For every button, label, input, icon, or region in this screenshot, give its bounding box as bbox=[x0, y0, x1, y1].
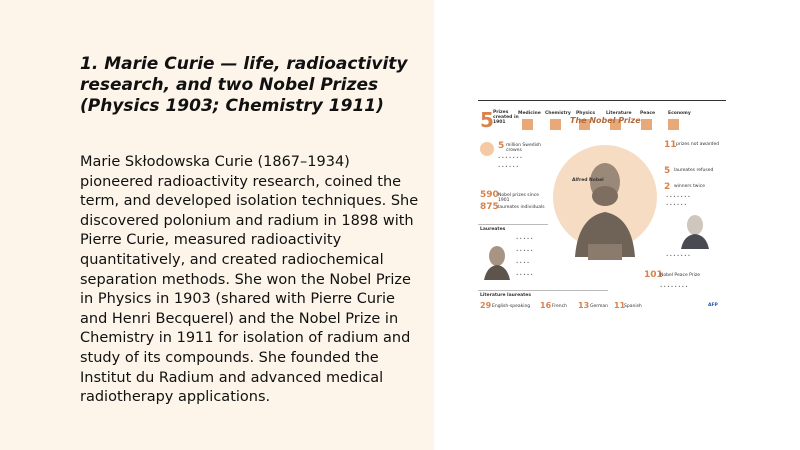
peace-icon bbox=[641, 119, 652, 130]
right-stat-number-2: 5 bbox=[664, 166, 671, 176]
chemistry-icon bbox=[550, 119, 561, 130]
bottom-stat-label-2: French bbox=[552, 304, 567, 309]
category-chemistry: Chemistry bbox=[545, 111, 571, 116]
slide-body: Marie Skłodowska Curie (1867–1934) pioneered radioactivity research, coined the term, and developed isolation techniques. She discovered polonium and radium in 1898 with Pierre Curie, measured radioactivity quantitatively, and created radiochemical separation methods. She won the Nobel Prize in Physics in 1903 (shared with Pierre Curie and Henri Becquerel) and the Nobel Prize in Chemistry in 1911 for isolation of radium and study of its compounds. She founded the Institut du Radium and advanced medical radiotherapy applications. bbox=[80, 154, 419, 406]
header-number: 5 bbox=[480, 108, 494, 132]
right-stat-label-2: laureates refused bbox=[674, 168, 714, 173]
left-stat-label-2: Nobel prizes since 1901 bbox=[498, 193, 539, 203]
laureate-portrait-right bbox=[678, 213, 712, 249]
bottom-stat-label-1: English-speaking bbox=[492, 304, 531, 309]
medicine-icon bbox=[522, 119, 533, 130]
economy-icon bbox=[668, 119, 679, 130]
category-literature: Literature bbox=[606, 111, 632, 116]
header-label: Prizes created in 1901 bbox=[493, 110, 519, 125]
right-stat-number-3: 2 bbox=[664, 182, 671, 192]
right-stat-number-4: 101 bbox=[644, 270, 663, 280]
left-stat-label-3: laureates individuals bbox=[498, 205, 545, 210]
bottom-stat-number-1: 29 bbox=[480, 301, 492, 310]
slide-title: 1. Marie Curie — life, radioactivity research, and two Nobel Prizes (Physics 1903; Chemistry 1911) bbox=[80, 54, 408, 116]
right-stat-number-1: 11 bbox=[664, 140, 677, 150]
bottom-stat-label-4: Spanish bbox=[624, 304, 642, 309]
laureate-portrait-left bbox=[482, 244, 512, 280]
bottom-stat-number-3: 13 bbox=[578, 301, 590, 310]
bottom-stat-label-3: German bbox=[590, 304, 609, 309]
nobel-infographic: 5 Prizes created in 1901 Medicine Chemistry Physics Literature Peace Economy The Nobel Prize Alfred Nobel 5 million Swedish crowns • • • • • • • • • • • • • 590 Nobel prizes since 1901 875 laureates individuals Laureates • • • • • • • • • • • • • • • • • • • 11 prizes not awarded 5 laureates refused 2 winners twice • • • • • • • • • • • • • • • • • • • • 101 Nobel Peace Prize • • • • • • • • Literature laureates 29 English-speaking 16 French 13 German 11 Spanish AFP bbox=[478, 98, 726, 316]
afp-logo: AFP bbox=[708, 303, 718, 308]
right-stat-label-3: winners twice bbox=[674, 184, 705, 189]
left-stat-icon bbox=[480, 142, 494, 156]
right-stat-label-1: prizes not awarded bbox=[676, 142, 720, 147]
alfred-nobel-portrait bbox=[550, 132, 660, 262]
portrait-label: Alfred Nobel bbox=[572, 178, 604, 183]
bottom-stat-number-4: 11 bbox=[614, 301, 626, 310]
arc-title: The Nobel Prize bbox=[570, 116, 641, 125]
category-medicine: Medicine bbox=[518, 111, 541, 116]
category-economy: Economy bbox=[668, 111, 691, 116]
bottom-stat-number-2: 16 bbox=[540, 301, 552, 310]
left-stat-number-3: 875 bbox=[480, 202, 499, 212]
category-peace: Peace bbox=[640, 111, 656, 116]
left-stat-number-2: 590 bbox=[480, 190, 499, 200]
left-stat-label-1: million Swedish crowns bbox=[506, 143, 542, 153]
laureates-heading: Laureates bbox=[480, 227, 506, 232]
left-stat-number-1: 5 bbox=[498, 141, 505, 151]
infographic-top-rule bbox=[478, 100, 726, 101]
literature-heading: Literature laureates bbox=[480, 293, 532, 298]
right-stat-label-4: Nobel Peace Prize bbox=[660, 273, 701, 278]
category-physics: Physics bbox=[576, 111, 596, 116]
